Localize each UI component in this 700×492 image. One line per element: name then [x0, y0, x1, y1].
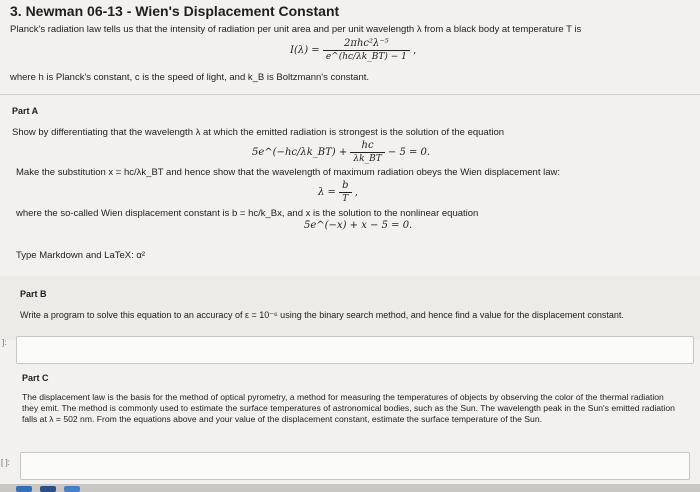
part-a-equation-2 — [318, 180, 358, 205]
bottom-bar — [0, 484, 700, 492]
intro-text: Planck's radiation law tells us that the intensity of radiation per unit area and per unit wavelength λ from a black body at temperature T is — [10, 24, 582, 35]
wien-text: where the so-called Wien displacement constant is b = hc/k_Bx, and x is the solution to the nonlinear equation — [16, 208, 479, 219]
divider — [0, 94, 700, 95]
taskbar-icon[interactable] — [64, 486, 80, 492]
planck-numerator: 2πhc²λ⁻⁵ — [323, 38, 410, 51]
part-c-code-cell[interactable] — [20, 452, 690, 480]
taskbar-icon[interactable] — [40, 486, 56, 492]
part-b-cell-prompt: ]: — [2, 338, 7, 347]
part-b-code-cell[interactable] — [16, 336, 694, 364]
part-c-instruction: The displacement law is the basis for the method of optical pyrometry, a method for measuring the temperatures of objects by observing the color of the thermal radiation they emit. The method is commonly used to estimate the surface temperatures of astronomical bodies, such as the Sun. The wavelength peak in the Sun's emitted radiation falls at λ = 502 nm. From the equations above and your value of the displacement constant, estimate the surface temperature of the Sun. — [22, 392, 675, 424]
planck-equation — [290, 38, 416, 63]
part-a-equation-3: 5e^(−x) + x − 5 = 0. — [304, 220, 413, 231]
part-a-equation-1 — [252, 140, 430, 165]
eq1-right: − 5 = 0. — [387, 147, 431, 158]
eq1-left: 5e^(−hc/λk_BT) + — [252, 147, 348, 158]
planck-tail: , — [413, 45, 417, 56]
part-b-instruction: Write a program to solve this equation to an accuracy of ε = 10⁻⁶ using the binary search method, and hence find a value for the displacement constant. — [20, 310, 624, 320]
part-c-label: Part C — [22, 373, 49, 383]
eq2-tail: , — [354, 187, 358, 198]
question-title: 3. Newman 06-13 - Wien's Displacement Constant — [10, 3, 340, 19]
planck-denominator: e^(hc/λk_BT) − 1 — [325, 52, 407, 62]
part-a-label: Part A — [12, 106, 39, 116]
part-c-cell-prompt: [ ]: — [1, 458, 10, 467]
markdown-hint[interactable]: Type Markdown and LaTeX: α² — [16, 250, 146, 261]
part-b-section — [0, 276, 700, 340]
eq2-fraction — [339, 180, 351, 205]
eq1-fraction — [350, 140, 384, 165]
planck-fraction — [323, 38, 410, 63]
eq2-denominator: T — [342, 194, 349, 204]
planck-lhs: I(λ) = — [290, 45, 320, 56]
eq1-denominator: λk_BT — [353, 154, 382, 164]
part-a-instruction: Show by differentiating that the wavelength λ at which the emitted radiation is strongest is the solution of the equation — [12, 127, 505, 138]
eq2-left: λ = — [318, 187, 336, 198]
eq2-numerator: b — [339, 180, 351, 193]
substitution-text: Make the substitution x = hc/λk_BT and hence show that the wavelength of maximum radiation obeys the Wien displacement law: — [16, 167, 560, 178]
constants-text: where h is Planck's constant, c is the speed of light, and k_B is Boltzmann's constant. — [10, 72, 370, 83]
part-b-label: Part B — [20, 289, 47, 299]
taskbar-icon[interactable] — [16, 486, 32, 492]
eq1-numerator: hc — [350, 140, 384, 153]
